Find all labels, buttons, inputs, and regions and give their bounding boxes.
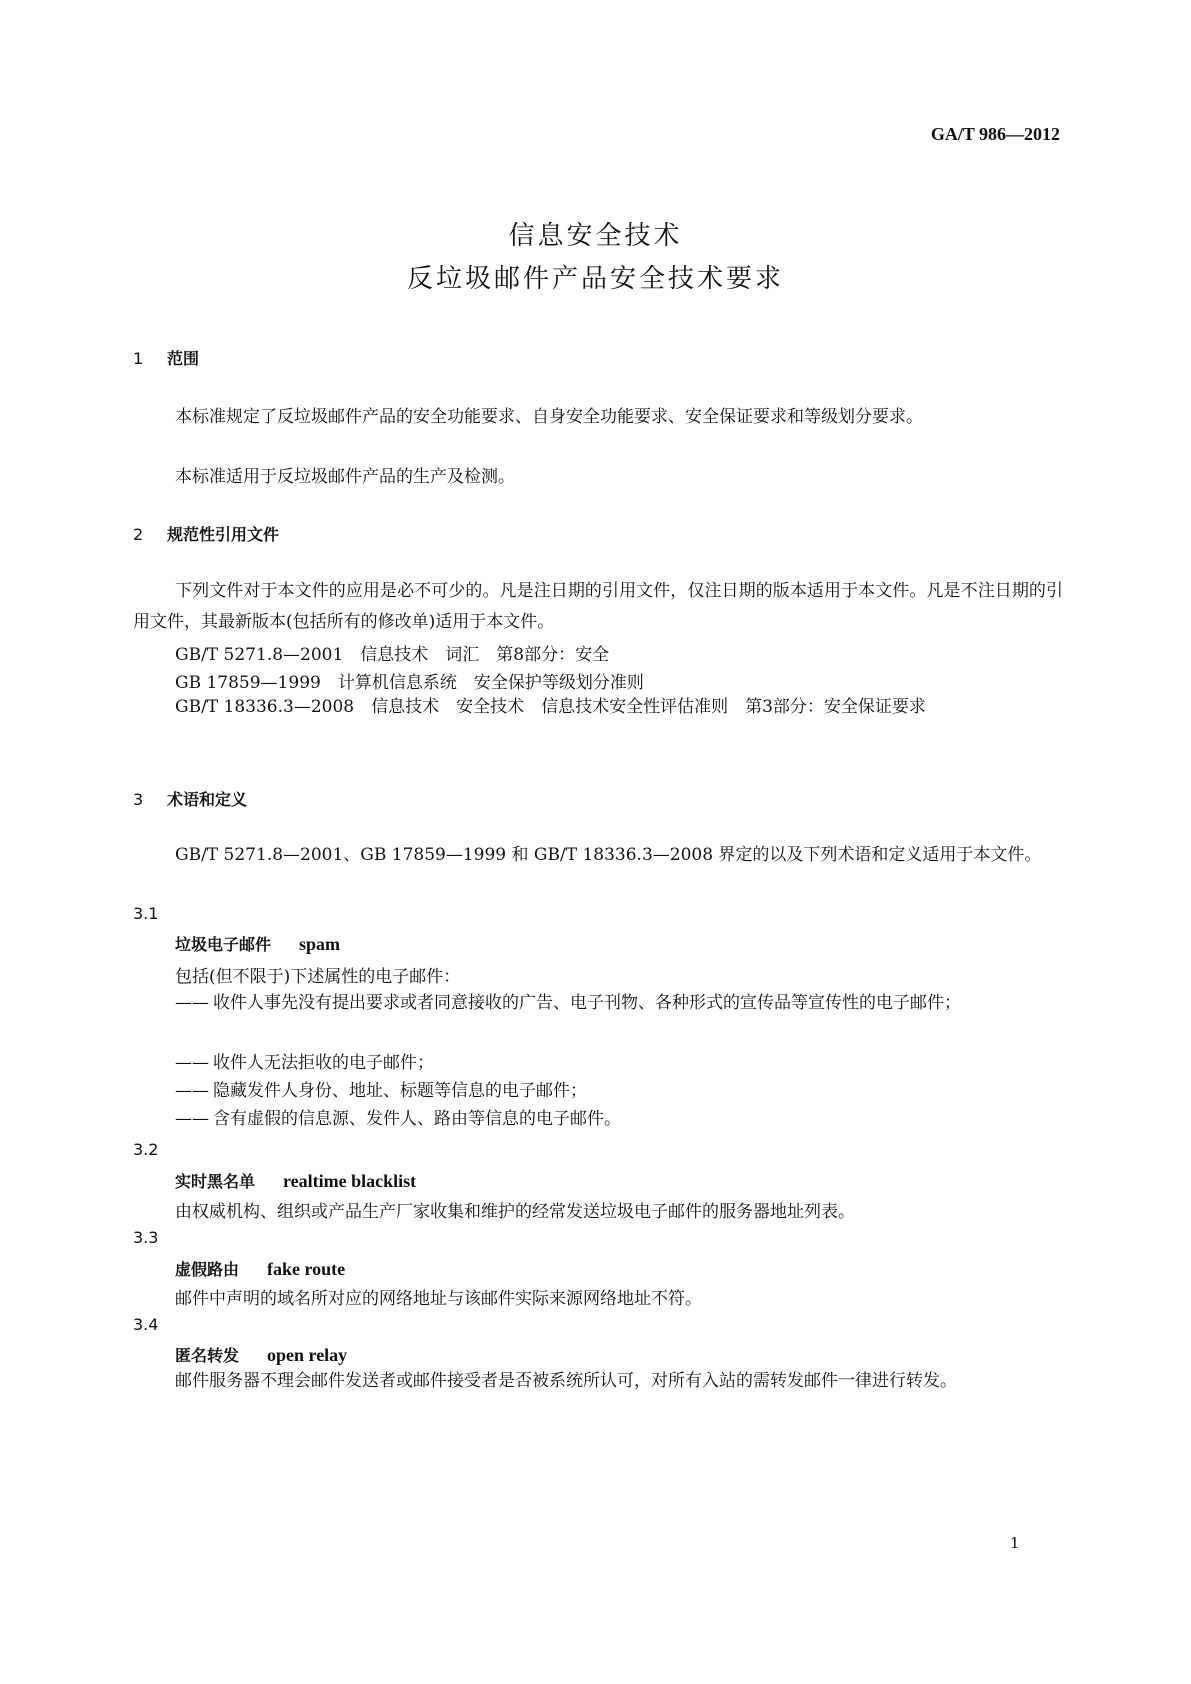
sec1-paragraph-1: 本标准规定了反垃圾邮件产品的安全功能要求、自身安全功能要求、安全保证要求和等级划分要求。 xyxy=(175,407,923,427)
page-number: 1 xyxy=(1010,1534,1020,1552)
sec2-paragraph-1: 下列文件对于本文件的应用是必不可少的。凡是注日期的引用文件，仅注日期的版本适用于本文件。凡是不注日期的引用文件，其最新版本(包括所有的修改单)适用于本文件。 xyxy=(133,581,1063,632)
term-number: 3.3 xyxy=(133,1228,159,1247)
term-number: 3.4 xyxy=(133,1315,159,1334)
list-item: —— 含有虚假的信息源、发件人、路由等信息的电子邮件。 xyxy=(175,1109,621,1129)
term-number: 3.1 xyxy=(133,904,159,923)
list-item: —— 收件人无法拒收的电子邮件； xyxy=(175,1053,434,1073)
section-title: 术语和定义 xyxy=(167,790,248,809)
section-2-heading xyxy=(133,522,279,545)
reference-item: GB/T 5271.8—2001 信息技术 词汇 第8部分：安全 xyxy=(175,645,610,665)
section-title: 范围 xyxy=(167,349,200,368)
term-heading: 匿名转发 open relay xyxy=(175,1345,348,1365)
term-number: 3.2 xyxy=(133,1140,159,1159)
section-number: 1 xyxy=(133,349,144,368)
standard-code: GA/T 986—2012 xyxy=(930,124,1060,144)
section-3-heading xyxy=(133,787,247,810)
section-1-heading xyxy=(133,346,199,369)
term-heading: 垃圾电子邮件 spam xyxy=(175,934,341,954)
sec1-paragraph-2: 本标准适用于反垃圾邮件产品的生产及检测。 xyxy=(175,467,515,487)
section-number: 3 xyxy=(133,790,144,809)
list-item: —— 收件人事先没有提出要求或者同意接收的广告、电子刊物、各种形式的宣传品等宣传性的电子邮件； xyxy=(175,993,961,1013)
term-intro: 包括(但不限于)下述属性的电子邮件： xyxy=(175,967,461,987)
term-heading: 虚假路由 fake route xyxy=(175,1259,346,1279)
section-title: 规范性引用文件 xyxy=(167,525,280,544)
sec3-paragraph-1: GB/T 5271.8—2001、GB 17859—1999 和 GB/T 18336.3—2008 界定的以及下列术语和定义适用于本文件。 xyxy=(175,845,1042,865)
title-line-1: 信息安全技术 xyxy=(508,221,683,251)
term-definition: 由权威机构、组织或产品生产厂家收集和维护的经常发送垃圾电子邮件的服务器地址列表。 xyxy=(175,1202,855,1222)
reference-item: GB/T 18336.3—2008 信息技术 安全技术 信息技术安全性评估准则 第3部分：安全保证要求 xyxy=(175,697,926,717)
list-item: —— 隐藏发件人身份、地址、标题等信息的电子邮件； xyxy=(175,1081,587,1101)
term-heading: 实时黑名单 realtime blacklist xyxy=(175,1171,417,1191)
title-line-2: 反垃圾邮件产品安全技术要求 xyxy=(406,264,784,294)
term-definition: 邮件服务器不理会邮件发送者或邮件接受者是否被系统所认可，对所有入站的需转发邮件一律进行转发。 xyxy=(175,1371,957,1391)
term-definition: 邮件中声明的域名所对应的网络地址与该邮件实际来源网络地址不符。 xyxy=(175,1289,702,1309)
reference-item: GB 17859—1999 计算机信息系统 安全保护等级划分准则 xyxy=(175,673,644,693)
section-number: 2 xyxy=(133,525,144,544)
